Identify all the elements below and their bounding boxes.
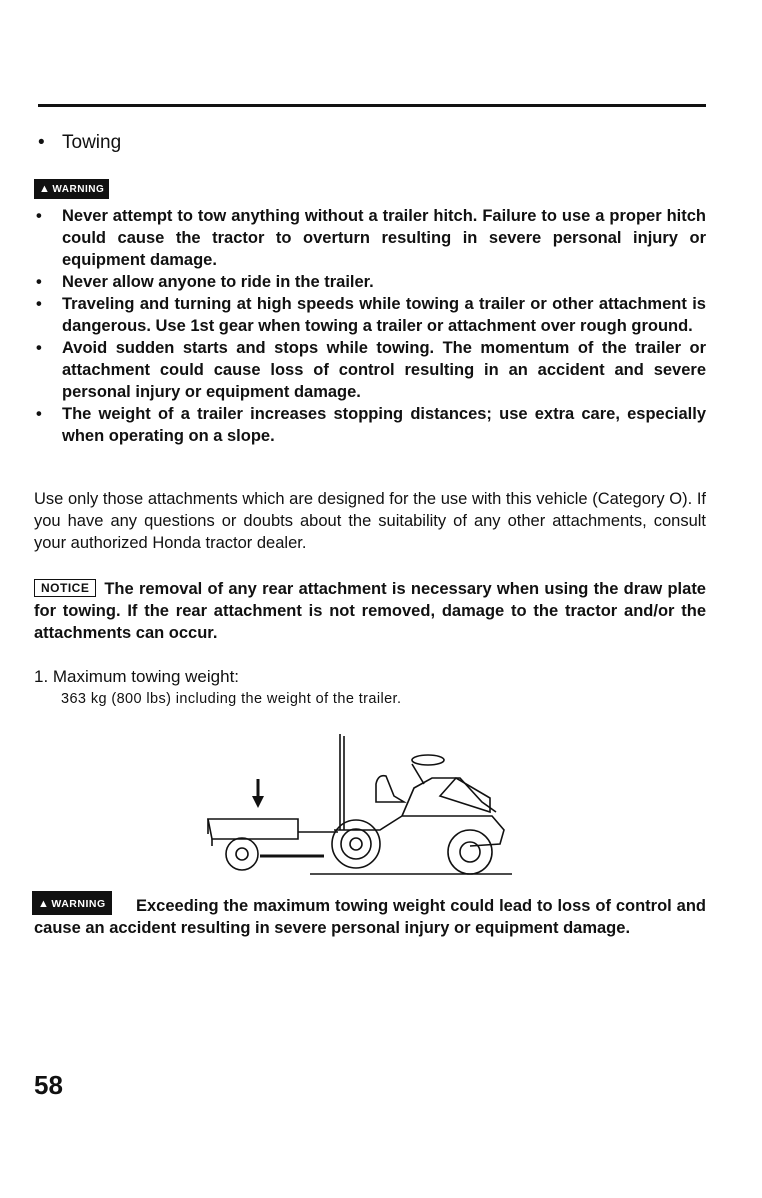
section-title: Towing: [62, 132, 122, 153]
warning-item: • Never allow anyone to ride in the trailer.: [34, 271, 706, 293]
down-arrow-icon: [252, 779, 264, 808]
max-weight-heading: 1. Maximum towing weight:: [34, 667, 240, 686]
section-bullet: •: [38, 132, 45, 153]
warning-item: • Avoid sudden starts and stops while towing. The momentum of the trailer or attachment could cause loss of control resulting in an accident and severe personal injury or equipment damage.: [34, 337, 706, 403]
tractor-icon: [310, 734, 512, 874]
page-number: 58: [34, 1070, 63, 1100]
warning-triangle-icon: ▲: [39, 183, 51, 195]
warning-triangle-icon: ▲: [38, 898, 50, 910]
warning-badge-label: WARNING: [52, 184, 105, 195]
notice-block: [34, 578, 706, 644]
warning-item: • The weight of a trailer increases stopping distances; use extra care, especially when operating on a slope.: [34, 403, 706, 447]
warning-badge: [34, 179, 109, 199]
attachments-paragraph: Use only those attachments which are designed for the use with this vehicle (Category O). If you have any questions or doubts about the suitability of any other attachments, consult your authorized Honda tractor dealer.: [34, 490, 706, 552]
tractor-trailer-illustration: [200, 726, 520, 878]
final-warning-text: Exceeding the maximum towing weight could lead to loss of control and cause an accident resulting in severe personal injury or equipment damage.: [34, 897, 706, 937]
section-heading: [38, 132, 121, 154]
warning-badge-label: WARNING: [51, 898, 106, 910]
notice-label: NOTICE: [34, 579, 96, 597]
max-weight-value: 363 kg (800 lbs) including the weight of the trailer.: [61, 691, 402, 707]
max-weight-block: [34, 666, 401, 710]
warning-item: • Never attempt to tow anything without a trailer hitch. Failure to use a proper hitch could cause the tractor to overturn resulting in severe personal injury or equipment damage.: [34, 205, 706, 271]
trailer-icon: [208, 819, 338, 870]
top-rule: [38, 104, 706, 107]
warning-item: • Traveling and turning at high speeds while towing a trailer or other attachment is dangerous. Use 1st gear when towing a trailer or attachment over rough ground.: [34, 293, 706, 337]
warning-list: [34, 205, 706, 447]
notice-text: The removal of any rear attachment is necessary when using the draw plate for towing. If the rear attachment is not removed, damage to the tractor and/or the attachments can occur.: [34, 580, 706, 642]
